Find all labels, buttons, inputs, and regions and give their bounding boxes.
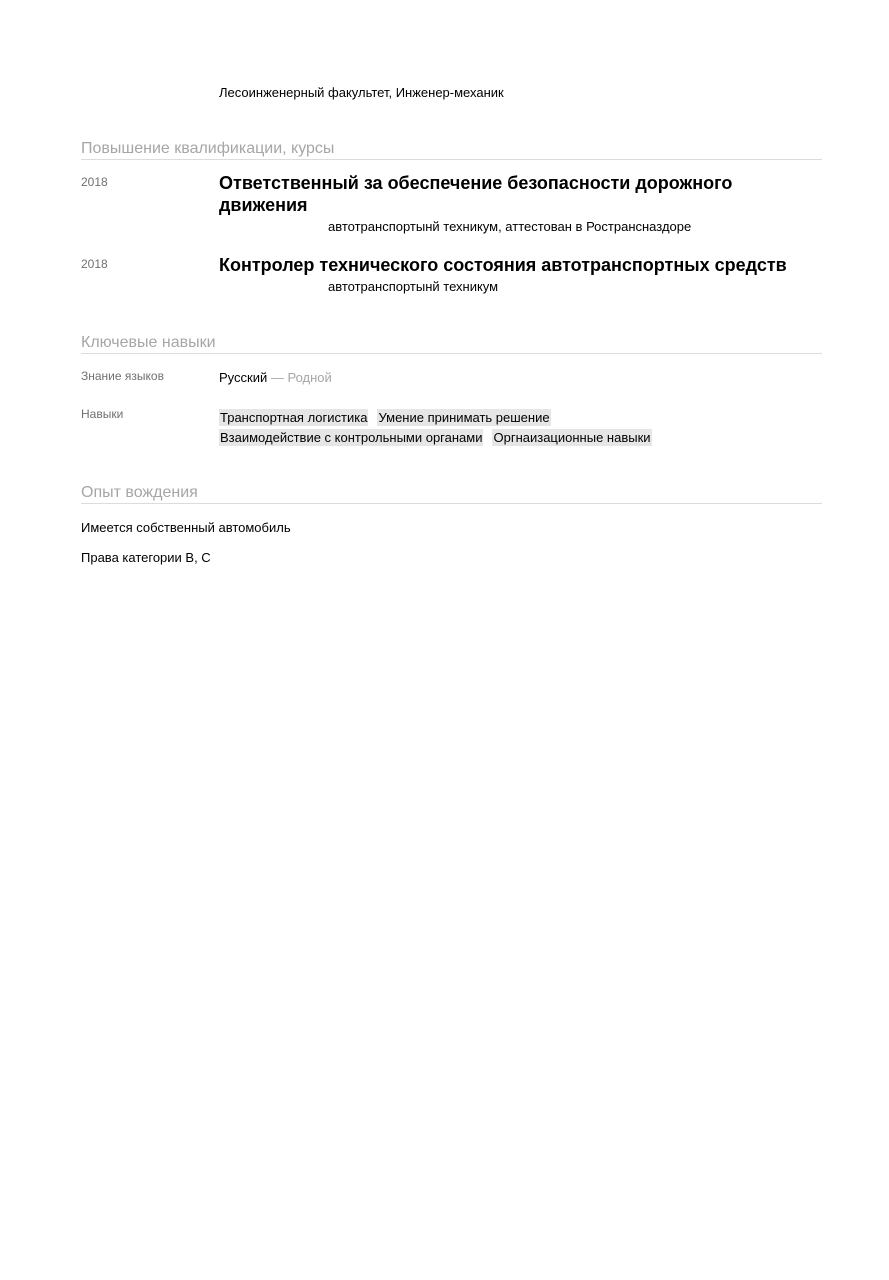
license-categories-line: Права категории B, C (81, 550, 211, 565)
language-entry (219, 370, 332, 386)
skills-label: Навыки (81, 407, 124, 421)
own-car-line: Имеется собственный автомобиль (81, 520, 291, 535)
language-separator: — (270, 370, 284, 385)
driving-section-title: Опыт вождения (81, 484, 822, 504)
skill-tags (219, 409, 819, 449)
course-year: 2018 (81, 175, 108, 189)
skill-tag: Оргнаизационные навыки (493, 430, 651, 445)
skill-tag: Транспортная логистика (220, 410, 368, 425)
language-level: Родной (287, 370, 332, 385)
course-title: Контролер технического состояния автотранспортных средств (219, 255, 787, 275)
skill-tag: Умение принимать решение (378, 410, 550, 425)
course-title: Ответственный за обеспечение безопасности дорожного движения (219, 173, 733, 215)
skill-tag-row (219, 409, 819, 429)
skill-tag-row (219, 429, 819, 449)
course-year: 2018 (81, 257, 108, 271)
language-name: Русский (219, 370, 268, 385)
course-organization: автотранспортынй техникум (328, 279, 499, 294)
education-faculty-line: Лесоинженерный факультет, Инженер-механик (219, 85, 504, 100)
course-organization: автотранспортынй техникум, аттестован в Ространсназдоре (328, 219, 692, 234)
skill-tag: Взаимодействие с контрольными органами (220, 430, 483, 445)
skills-section-title: Ключевые навыки (81, 334, 822, 354)
courses-section-title: Повышение квалификации, курсы (81, 140, 822, 160)
languages-label: Знание языков (81, 369, 164, 383)
